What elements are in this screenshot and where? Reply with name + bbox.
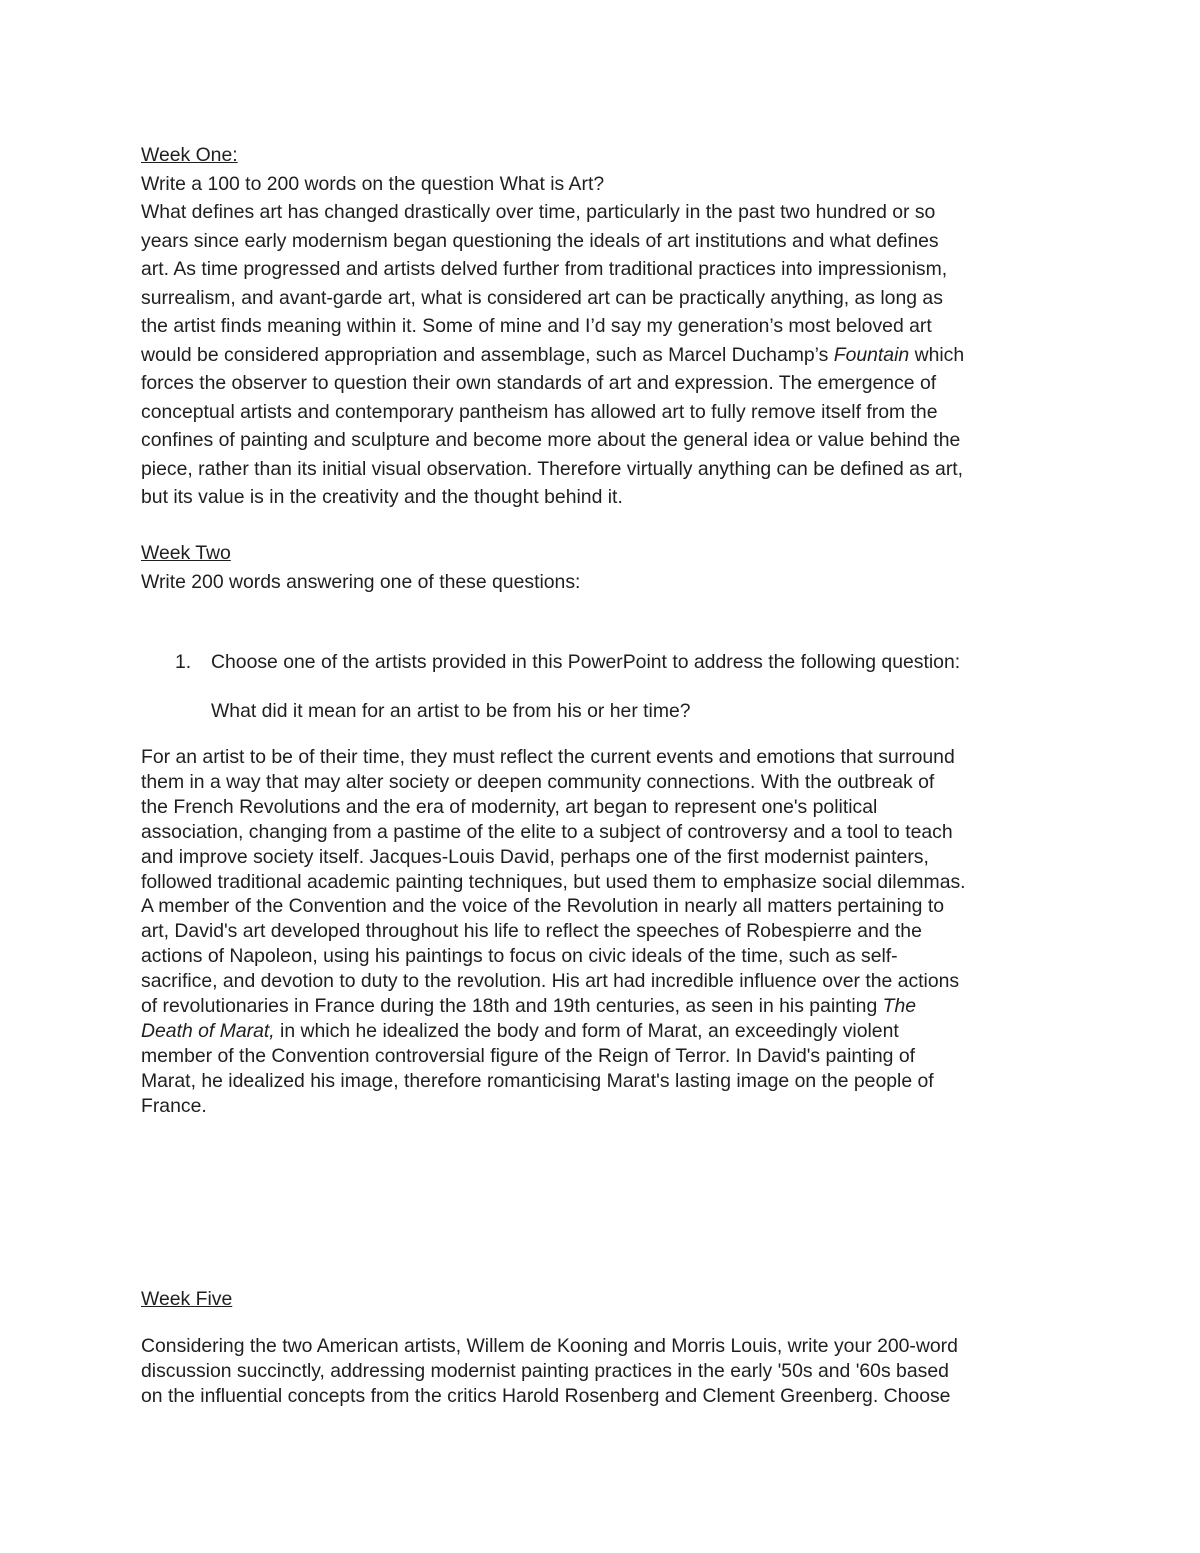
artwork-title-fountain: Fountain — [833, 343, 910, 366]
artwork-title-part: Death of Marat, — [141, 1019, 275, 1042]
week-one-answer-line: forces the observer to question their own standards of art and expression. The emergence of — [141, 372, 937, 394]
week-two-header — [141, 539, 1066, 596]
week-one-answer-line: art. As time progressed and artists delved further from traditional practices into impressionism, — [141, 258, 948, 280]
artwork-title-part: The — [882, 995, 917, 1018]
week-two-answer-line: and improve society itself. Jacques-Louis David, perhaps one of the first modernist painters, — [141, 845, 929, 868]
answer-text: of revolutionaries in France during the 18th and 19th centuries, as seen in his painting — [141, 995, 883, 1018]
list-item: Choose one of the artists provided in this PowerPoint to address the following question: — [211, 651, 961, 673]
week-one-answer-line: What defines art has changed drastically over time, particularly in the past two hundred or so — [141, 201, 936, 223]
week-two-answer-line: sacrifice, and devotion to duty to the revolution. His art had incredible influence over the actions — [141, 970, 960, 993]
answer-text: in which he idealized the body and form of Marat, an exceedingly violent — [274, 1019, 899, 1042]
week-five-prompt-line: Considering the two American artists, Willem de Kooning and Morris Louis, write your 200-word — [141, 1335, 958, 1357]
week-one-answer-line: the artist finds meaning within it. Some of mine and I’d say my generation’s most beloved art — [141, 315, 932, 337]
week-two-answer-line: art, David's art developed throughout his life to reflect the speeches of Robespierre and the — [141, 920, 922, 943]
week-two-answer-line: followed traditional academic painting techniques, but used them to emphasize social dilemmas. — [141, 870, 966, 893]
week-two-answer-line: member of the Convention controversial figure of the Reign of Terror. In David's painting of — [141, 1044, 915, 1067]
week-one-answer-line: years since early modernism began questioning the ideals of art institutions and what defines — [141, 229, 939, 252]
week-one-answer-line: confines of painting and sculpture and become more about the general idea or value behind the — [141, 429, 961, 451]
week-two-answer-line: For an artist to be of their time, they must reflect the current events and emotions that surround — [141, 746, 955, 768]
week-two-answer-line — [141, 994, 1066, 1019]
week-one-answer-line: but its value is in the creativity and the thought behind it. — [141, 486, 623, 508]
week-one-heading: Week One: — [141, 144, 238, 166]
week-one-prompt: Write a 100 to 200 words on the question What is Art? — [141, 172, 605, 195]
answer-text: would be considered appropriation and assemblage, such as Marcel Duchamp’s — [141, 343, 834, 366]
week-five-prompt-line: on the influential concepts from the critics Harold Rosenberg and Clement Greenberg. Choose — [141, 1384, 951, 1407]
sub-question: What did it mean for an artist to be from his or her time? — [211, 700, 691, 722]
week-one-answer-line: surrealism, and avant-garde art, what is considered art can be practically anything, as long as — [141, 286, 943, 309]
week-two-answer-line: them in a way that may alter society or deepen community connections. With the outbreak of — [141, 770, 935, 793]
week-one-answer-line: piece, rather than its initial visual observation. Therefore virtually anything can be defined as art, — [141, 457, 964, 480]
list-number: 1. — [175, 651, 192, 673]
week-two-answer-line: A member of the Convention and the voice of the Revolution in nearly all matters pertaining to — [141, 895, 945, 918]
answer-text: which — [909, 343, 965, 366]
week-two-answer-line: Marat, he idealized his image, therefore romanticising Marat's lasting image on the people of — [141, 1069, 934, 1092]
week-one-answer-line — [141, 341, 1066, 370]
week-five-prompt — [141, 1334, 1066, 1409]
week-two-answer-line: actions of Napoleon, using his paintings to focus on civic ideals of the time, such as self- — [141, 945, 898, 968]
week-two-answer — [141, 745, 1066, 1119]
week-two-answer-line: association, changing from a pastime of the elite to a subject of controversy and a tool to teach — [141, 820, 953, 843]
week-two-answer-line: the French Revolutions and the era of modernity, art began to represent one's political — [141, 795, 878, 818]
week-five-heading: Week Five — [141, 1288, 233, 1310]
week-five-header — [141, 1285, 1066, 1314]
week-two-prompt: Write 200 words answering one of these questions: — [141, 570, 581, 593]
week-one-section — [141, 141, 1066, 512]
week-two-answer-line: France. — [141, 1094, 207, 1117]
week-one-answer-line: conceptual artists and contemporary pantheism has allowed art to fully remove itself from the — [141, 400, 938, 423]
week-five-prompt-line: discussion succinctly, addressing modernist painting practices in the early '50s and '60s based — [141, 1359, 949, 1382]
week-two-heading: Week Two — [141, 542, 231, 564]
week-two-answer-line — [141, 1019, 1066, 1044]
